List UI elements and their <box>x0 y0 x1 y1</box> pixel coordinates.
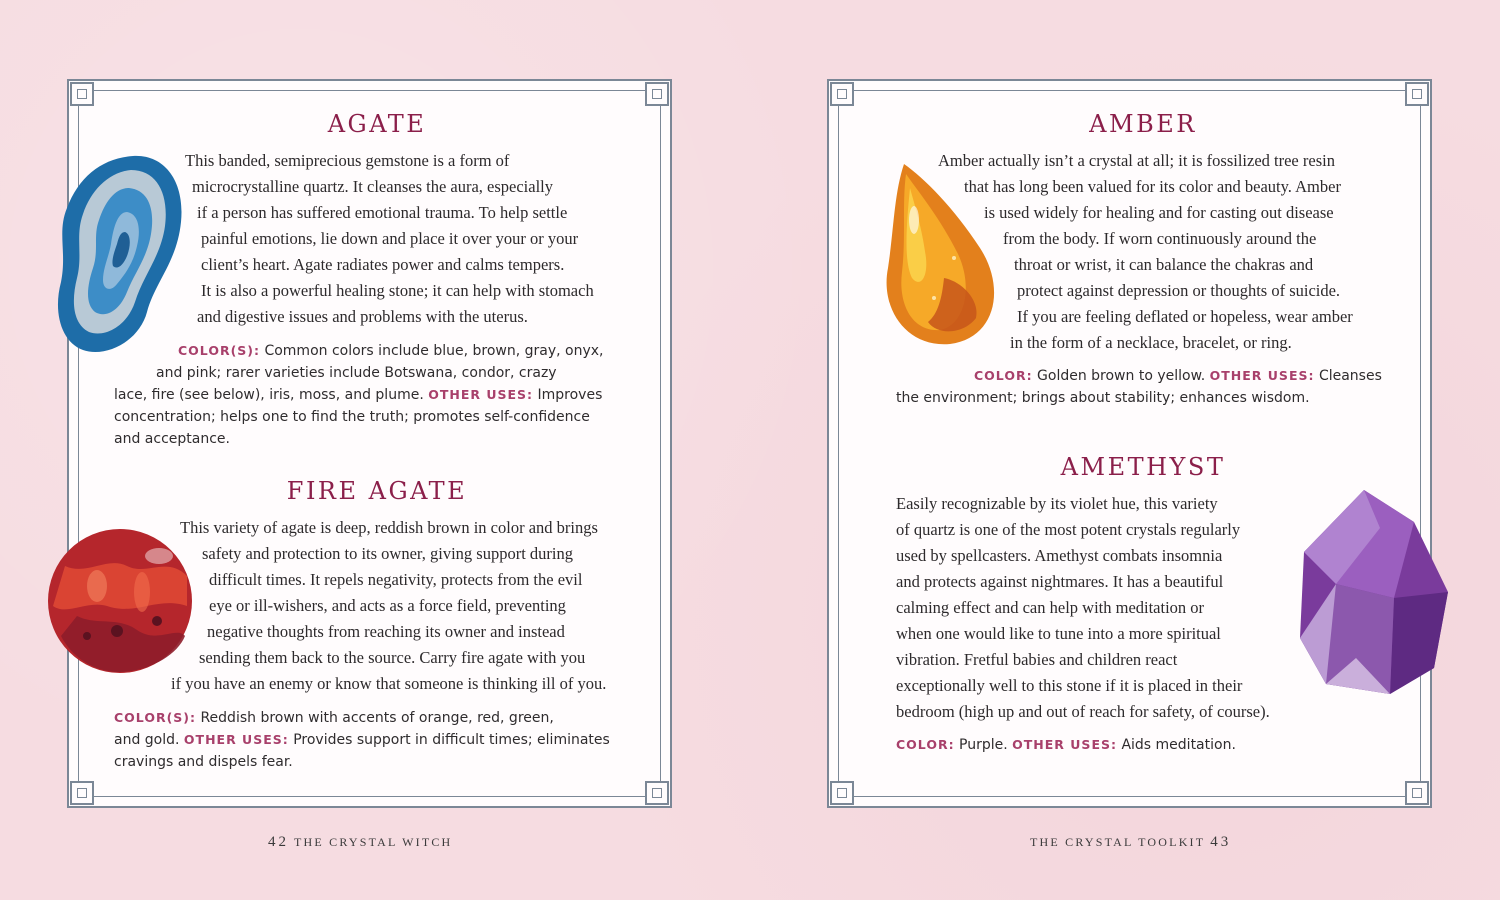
text-line: calming effect and can help with meditation or <box>896 598 1205 617</box>
text-line: and digestive issues and problems with the uterus. <box>197 307 528 326</box>
other-uses-label: OTHER USES: <box>428 387 534 402</box>
color-text: Reddish brown with accents of orange, red, green, <box>200 710 554 726</box>
text-line: used by spellcasters. Amethyst combats insomnia <box>896 546 1223 565</box>
amethyst-title: AMETHYST <box>1060 453 1226 481</box>
text-line: if you have an enemy or know that someone is thinking ill of you. <box>171 674 607 693</box>
other-uses-label: OTHER USES: <box>1209 368 1315 383</box>
page-number: 43 <box>1210 834 1232 850</box>
text-line: if a person has suffered emotional trauma. To help settle <box>197 203 568 222</box>
text-line: Amber actually isn’t a crystal at all; it is fossilized tree resin <box>938 151 1335 170</box>
amber-details <box>896 365 1382 409</box>
color-text: Golden brown to yellow. <box>1037 368 1206 384</box>
text-line: sending them back to the source. Carry fire agate with you <box>199 648 586 667</box>
uses-text: and acceptance. <box>114 431 230 447</box>
text-line: eye or ill-wishers, and acts as a force field, preventing <box>209 596 566 615</box>
blue-agate-illustration <box>55 152 187 358</box>
agate-title: AGATE <box>327 110 427 138</box>
text-line: painful emotions, lie down and place it over your or your <box>201 229 579 248</box>
corner-ornament <box>645 82 669 106</box>
corner-ornament <box>1405 82 1429 106</box>
uses-text: Cleanses <box>1318 368 1382 384</box>
agate-details <box>114 340 604 450</box>
fire-agate-title: FIRE AGATE <box>286 477 468 505</box>
corner-ornament <box>830 82 854 106</box>
text-line: This banded, semiprecious gemstone is a form of <box>185 151 510 170</box>
corner-ornament <box>70 781 94 805</box>
text-line: when one would like to tune into a more spiritual <box>896 624 1221 643</box>
color-label: COLOR: <box>974 368 1033 383</box>
text-line: and protects against nightmares. It has a beautiful <box>896 572 1224 591</box>
other-uses-label: OTHER USES: <box>1012 737 1117 752</box>
running-title: THE CRYSTAL WITCH <box>293 835 453 849</box>
text-line: difficult times. It repels negativity, protects from the evil <box>209 570 583 589</box>
text-line: of quartz is one of the most potent crystals regularly <box>896 520 1241 539</box>
uses-text: the environment; brings about stability; enhances wisdom. <box>896 390 1310 406</box>
corner-ornament <box>645 781 669 805</box>
amethyst-illustration <box>1296 488 1454 698</box>
page-number: 42 <box>268 834 289 850</box>
corner-ornament <box>830 781 854 805</box>
text-line: safety and protection to its owner, giving support during <box>202 544 573 563</box>
color-text: Common colors include blue, brown, gray, onyx, <box>264 343 604 359</box>
uses-text: Provides support in difficult times; eliminates <box>293 732 610 748</box>
color-text: and pink; rarer varieties include Botswana, condor, crazy <box>156 365 557 381</box>
amethyst-details <box>896 734 1236 756</box>
amber-title: AMBER <box>1089 110 1197 138</box>
text-line: exceptionally well to this stone if it is placed in their <box>896 676 1243 695</box>
color-label: COLOR(S): <box>178 343 260 358</box>
color-text: Purple. <box>959 737 1008 753</box>
text-line: vibration. Fretful babies and children react <box>896 650 1178 669</box>
amethyst-description <box>896 491 1270 725</box>
color-text: and gold. <box>114 732 180 748</box>
text-line: negative thoughts from reaching its owner and instead <box>207 622 565 641</box>
text-line: in the form of a necklace, bracelet, or ring. <box>1010 333 1292 352</box>
text-line: is used widely for healing and for casting out disease <box>984 203 1334 222</box>
text-line: If you are feeling deflated or hopeless, wear amber <box>1017 307 1353 326</box>
fire-agate-description <box>170 515 606 697</box>
uses-text: cravings and dispels fear. <box>114 754 293 770</box>
amber-description <box>937 148 1353 356</box>
text-line: throat or wrist, it can balance the chakras and <box>1014 255 1314 274</box>
color-label: COLOR(S): <box>114 710 196 725</box>
uses-text: Aids meditation. <box>1121 737 1236 753</box>
text-line: client’s heart. Agate radiates power and calms tempers. <box>201 255 565 274</box>
color-text: lace, fire (see below), iris, moss, and plume. <box>114 387 424 403</box>
fire-agate-details <box>114 707 610 773</box>
corner-ornament <box>1405 781 1429 805</box>
text-line: microcrystalline quartz. It cleanses the aura, especially <box>192 177 554 196</box>
text-line: Easily recognizable by its violet hue, this variety <box>896 494 1218 513</box>
text-line: that has long been valued for its color and beauty. Amber <box>964 177 1341 196</box>
text-line: It is also a powerful healing stone; it can help with stomach <box>201 281 594 300</box>
right-folio <box>1030 834 1231 851</box>
corner-ornament <box>70 82 94 106</box>
text-line: from the body. If worn continuously around the <box>1003 229 1317 248</box>
text-line: protect against depression or thoughts of suicide. <box>1017 281 1341 300</box>
text-line: This variety of agate is deep, reddish brown in color and brings <box>180 518 598 537</box>
agate-description <box>183 148 594 330</box>
text-line: bedroom (high up and out of reach for safety, of course). <box>896 702 1270 721</box>
color-label: COLOR: <box>896 737 955 752</box>
left-folio <box>268 834 452 851</box>
uses-text: Improves <box>537 387 603 403</box>
other-uses-label: OTHER USES: <box>183 732 289 747</box>
uses-text: concentration; helps one to find the truth; promotes self-confidence <box>114 409 590 425</box>
running-title: THE CRYSTAL TOOLKIT <box>1030 835 1206 849</box>
